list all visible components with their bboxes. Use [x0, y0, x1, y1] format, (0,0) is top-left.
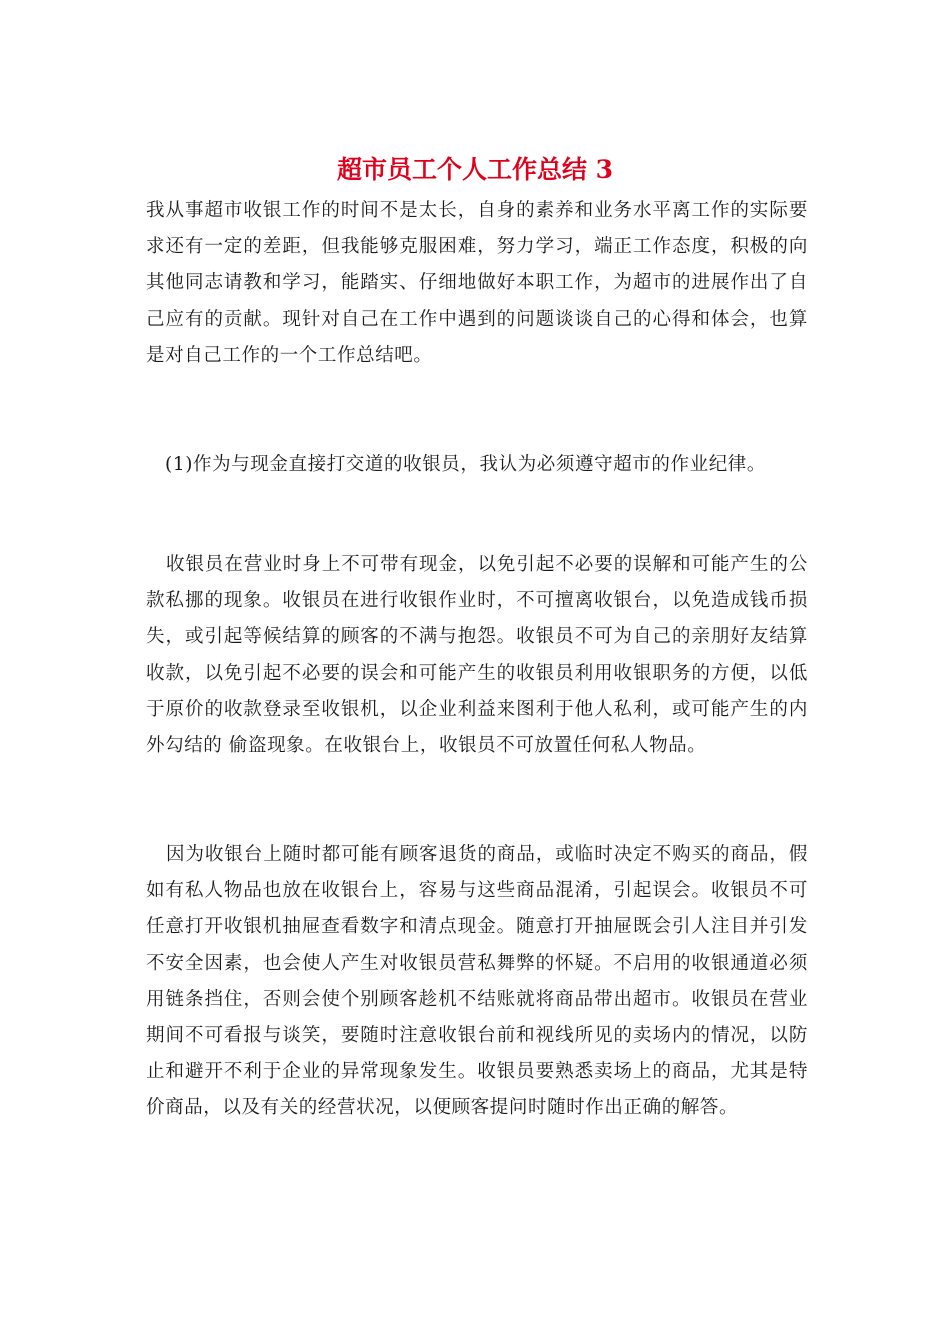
- paragraph-counter-rules: 因为收银台上随时都可能有顾客退货的商品，或临时决定不购买的商品，假如有私人物品也放在收银台上，容易与这些商品混淆，引起误会。收银员不可任意打开收银机抽屉查看数字和清点现金。随意打开抽屉既会引人注目并引发不安全因素，也会使人产生对收银员营私舞弊的怀疑。不启用的收银通道必须用链条挡住，否则会使个别顾客趁机不结账就将商品带出超市。收银员在营业期间不可看报与谈笑，要随时注意收银台前和视线所见的卖场内的情况，以防止和避开不利于企业的异常现象发生。收银员要熟悉卖场上的商品，尤其是特价商品，以及有关的经营状况，以便顾客提问时随时作出正确的解答。: [146, 844, 808, 1119]
- document-title: 超市员工个人工作总结 3: [336, 155, 614, 184]
- paragraph-intro: 我从事超市收银工作的时间不是太长，自身的素养和业务水平离工作的实际要求还有一定的差距，但我能够克服困难，努力学习，端正工作态度，积极的向其他同志请教和学习，能踏实、仔细地做好本职工作，为超市的进展作出了自己应有的贡献。现针对自己在工作中遇到的问题谈谈自己的心得和体会，也算是对自己工作的一个工作总结吧。: [146, 200, 808, 366]
- paragraph-point-1: (1)作为与现金直接打交道的收银员，我认为必须遵守超市的作业纪律。: [165, 454, 767, 475]
- paragraph-cash-rules: 收银员在营业时身上不可带有现金，以免引起不必要的误解和可能产生的公款私挪的现象。收银员在进行收银作业时，不可擅离收银台，以免造成钱币损失，或引起等候结算的顾客的不满与抱怨。收银员不可为自己的亲朋好友结算收款，以免引起不必要的误会和可能产生的收银员利用收银职务的方便，以低于原价的收款登录至收银机，以企业利益来图利于他人私利，或可能产生的内外勾结的 偷盗现象。在收银台上，收银员不可放置任何私人物品。: [146, 554, 808, 757]
